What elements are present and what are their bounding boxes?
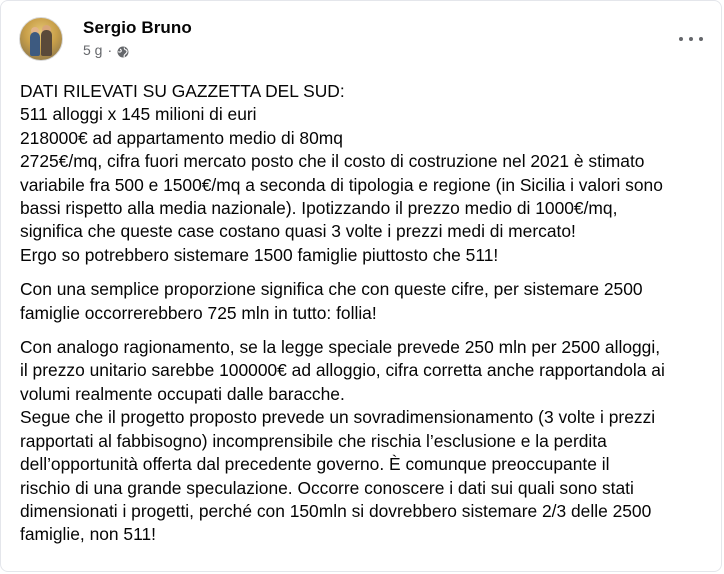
post-line: famiglie occorrerebbero 725 mln in tutto: follia! bbox=[20, 302, 377, 323]
globe-icon[interactable] bbox=[117, 44, 129, 56]
avatar[interactable] bbox=[19, 17, 63, 61]
post-line: Ergo so potrebbero sistemare 1500 famiglie piuttosto che 511! bbox=[20, 244, 499, 265]
post-subline bbox=[83, 41, 192, 59]
post-line: il prezzo unitario sarebbe 100000€ ad alloggio, cifra corretta anche rapportandola ai bbox=[20, 360, 665, 381]
post-paragraph-2 bbox=[20, 278, 720, 325]
post-line: variabile fra 500 e 1500€/mq a seconda di tipologia e regione (in Sicilia i valori sono bbox=[20, 174, 663, 195]
post-line: 218000€ ad appartamento medio di 80mq bbox=[20, 127, 343, 148]
post-timestamp[interactable]: 5 g bbox=[83, 42, 103, 58]
post-line: volumi realmente occupati dalle baracche. bbox=[20, 383, 345, 404]
post-meta bbox=[83, 17, 192, 59]
author-name[interactable]: Sergio Bruno bbox=[83, 18, 192, 37]
post-line: significa che queste case costano quasi 3 volte i prezzi medi di mercato! bbox=[20, 221, 576, 242]
post-header bbox=[19, 17, 192, 61]
separator-dot: · bbox=[107, 42, 113, 58]
post-line: 511 alloggi x 145 milioni di euri bbox=[20, 104, 257, 125]
post-line: rischio di una grande speculazione. Occorre conoscere i dati sui quali sono stati bbox=[20, 477, 634, 498]
post-line: dell’opportunità offerta dal precedente governo. È comunque preoccupante il bbox=[20, 454, 610, 475]
post-line: DATI RILEVATI SU GAZZETTA DEL SUD: bbox=[20, 81, 345, 101]
post-paragraph-1 bbox=[20, 80, 720, 267]
post-line: dimensionati i progetti, perché con 150mln si dovrebbero sistemare 2/3 delle 2500 bbox=[20, 500, 652, 521]
post-line: famiglie, non 511! bbox=[20, 524, 156, 545]
post-paragraph-3 bbox=[20, 336, 720, 547]
post-line: Segue che il progetto proposto prevede un sovradimensionamento (3 volte i prezzi bbox=[20, 407, 656, 428]
post-line: bassi rispetto alla media nazionale). Ipotizzando il prezzo medio di 1000€/mq, bbox=[20, 198, 618, 219]
post-line: Con una semplice proporzione significa che con queste cifre, per sistemare 2500 bbox=[20, 279, 643, 300]
post-line: Con analogo ragionamento, se la legge speciale prevede 250 mln per 2500 alloggi, bbox=[20, 337, 661, 358]
post-line: rapportati al fabbisogno) incomprensibile che rischia l’esclusione e la perdita bbox=[20, 430, 607, 451]
more-options-icon[interactable] bbox=[679, 29, 703, 49]
post-line: 2725€/mq, cifra fuori mercato posto che il costo di costruzione nel 2021 è stimato bbox=[20, 151, 645, 172]
post-body bbox=[20, 80, 720, 558]
